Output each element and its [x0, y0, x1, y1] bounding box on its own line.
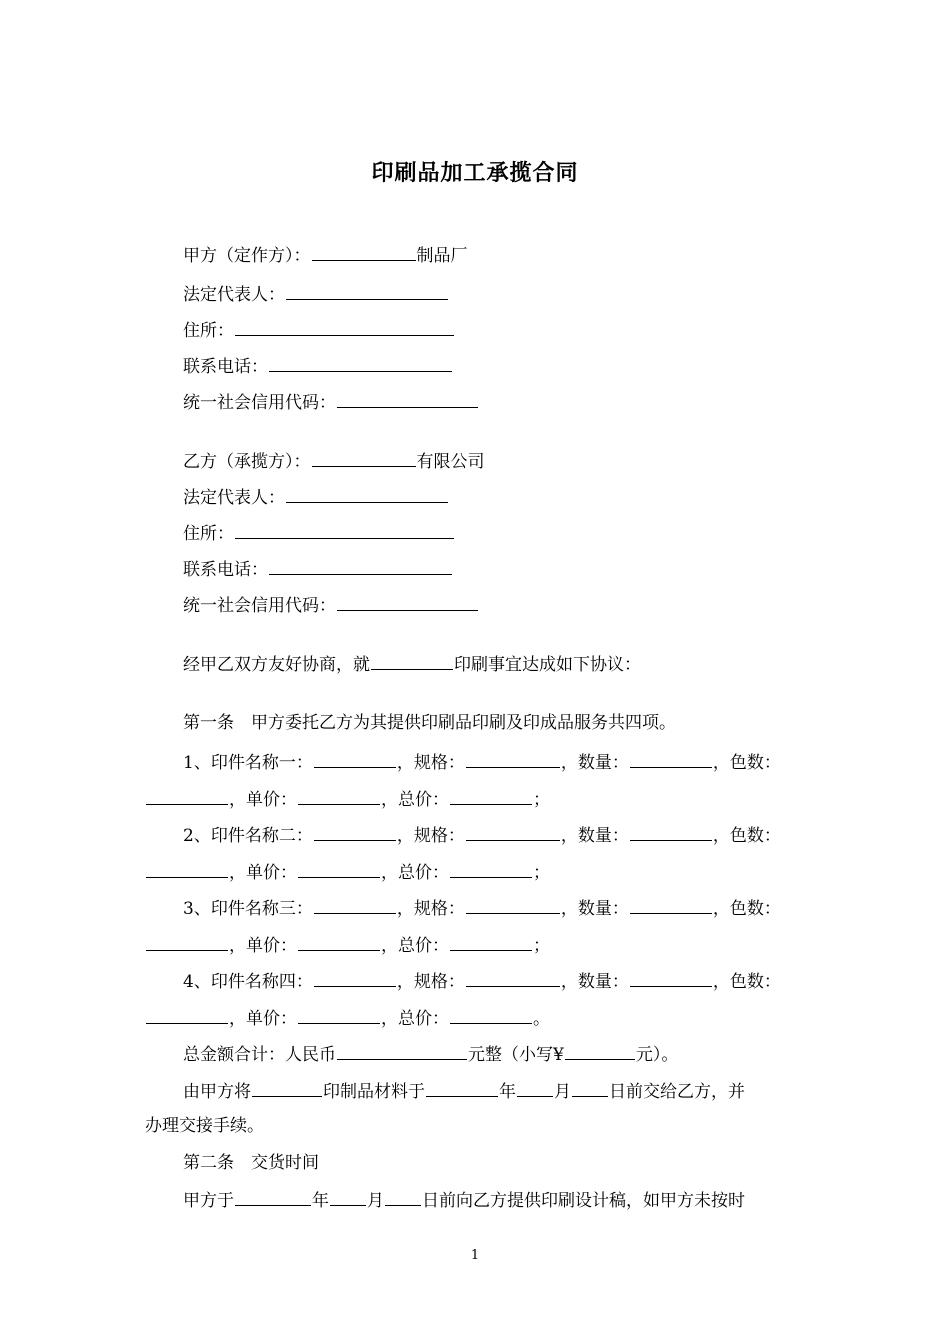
material-line-2: 办理交接手续。 — [145, 1116, 264, 1136]
item-1-spec-blank[interactable] — [466, 750, 560, 768]
material-name-blank[interactable] — [252, 1079, 322, 1097]
party-b-address: 住所： — [183, 521, 455, 545]
total-amount-words-blank[interactable] — [337, 1042, 467, 1060]
item-2-name-blank[interactable] — [314, 823, 396, 841]
party-b-credit-code-blank[interactable] — [337, 593, 478, 611]
item-3-colors-blank[interactable] — [146, 933, 228, 951]
item-2-colors-blank[interactable] — [146, 860, 228, 878]
party-a-line: 甲方（定作方）： 制品厂 — [183, 243, 468, 267]
item-4-colors-blank[interactable] — [146, 1006, 228, 1024]
item-1-line-2: ，单价： ，总价： ； — [145, 787, 550, 811]
item-4-line-1: 4、印件名称四： ，规格： ，数量： ，色数： — [183, 969, 781, 993]
material-day-blank[interactable] — [572, 1079, 608, 1097]
party-a-address-blank[interactable] — [235, 318, 454, 336]
item-2-unit-price-blank[interactable] — [298, 860, 380, 878]
party-a-phone: 联系电话： — [183, 354, 453, 378]
design-year-blank[interactable] — [235, 1188, 311, 1206]
party-b-address-blank[interactable] — [235, 521, 454, 539]
item-3-total-blank[interactable] — [450, 933, 532, 951]
article-2-heading: 第二条 交货时间 — [183, 1153, 319, 1173]
material-year-blank[interactable] — [426, 1079, 498, 1097]
party-a-credit-code-blank[interactable] — [337, 390, 478, 408]
article-1-heading: 第一条 甲方委托乙方为其提供印刷品印刷及印成品服务共四项。 — [183, 713, 676, 733]
item-1-line-1: 1、印件名称一： ，规格： ，数量： ，色数： — [183, 750, 781, 774]
party-a-legal-rep-blank[interactable] — [286, 282, 448, 300]
item-4-unit-price-blank[interactable] — [298, 1006, 380, 1024]
design-month-blank[interactable] — [330, 1188, 366, 1206]
item-1-unit-price-blank[interactable] — [298, 787, 380, 805]
item-2-spec-blank[interactable] — [466, 823, 560, 841]
party-b-legal-rep-blank[interactable] — [286, 485, 448, 503]
item-3-line-1: 3、印件名称三： ，规格： ，数量： ，色数： — [183, 896, 781, 920]
intro-subject-blank[interactable] — [371, 652, 453, 670]
article-2-line-1: 甲方于 年 月 日前向乙方提供印刷设计稿，如甲方未按时 — [183, 1188, 745, 1212]
party-a-legal-rep: 法定代表人： — [183, 282, 449, 306]
party-b-phone: 联系电话： — [183, 557, 453, 581]
item-4-spec-blank[interactable] — [466, 969, 560, 987]
party-a-credit-code: 统一社会信用代码： — [183, 390, 479, 414]
item-4-name-blank[interactable] — [314, 969, 396, 987]
item-1-qty-blank[interactable] — [630, 750, 712, 768]
material-line-1: 由甲方将 印制品材料于 年 月 日前交给乙方，并 — [183, 1079, 745, 1103]
party-a-phone-blank[interactable] — [269, 354, 452, 372]
item-3-qty-blank[interactable] — [630, 896, 712, 914]
item-3-name-blank[interactable] — [314, 896, 396, 914]
item-3-line-2: ，单价： ，总价： ； — [145, 933, 550, 957]
item-2-line-1: 2、印件名称二： ，规格： ，数量： ，色数： — [183, 823, 781, 847]
total-amount-line: 总金额合计：人民币 元整（小写¥ 元）。 — [183, 1042, 678, 1066]
item-4-qty-blank[interactable] — [630, 969, 712, 987]
party-b-line: 乙方（承揽方）： 有限公司 — [183, 449, 485, 473]
page-number: 1 — [470, 1248, 480, 1263]
item-3-unit-price-blank[interactable] — [298, 933, 380, 951]
item-4-total-blank[interactable] — [450, 1006, 532, 1024]
item-3-spec-blank[interactable] — [466, 896, 560, 914]
design-day-blank[interactable] — [385, 1188, 421, 1206]
party-a-address: 住所： — [183, 318, 455, 342]
intro-paragraph: 经甲乙双方友好协商，就 印刷事宜达成如下协议： — [183, 652, 641, 676]
item-2-qty-blank[interactable] — [630, 823, 712, 841]
item-2-line-2: ，单价： ，总价： ； — [145, 860, 550, 884]
item-1-colors-blank[interactable] — [146, 787, 228, 805]
party-b-phone-blank[interactable] — [269, 557, 452, 575]
item-1-total-blank[interactable] — [450, 787, 532, 805]
item-2-total-blank[interactable] — [450, 860, 532, 878]
party-a-name-blank[interactable] — [312, 243, 416, 261]
party-b-legal-rep: 法定代表人： — [183, 485, 449, 509]
party-b-name-blank[interactable] — [312, 449, 416, 467]
item-1-name-blank[interactable] — [314, 750, 396, 768]
material-month-blank[interactable] — [517, 1079, 553, 1097]
party-b-credit-code: 统一社会信用代码： — [183, 593, 479, 617]
total-amount-digits-blank[interactable] — [565, 1042, 635, 1060]
item-4-line-2: ，单价： ，总价： 。 — [145, 1006, 550, 1030]
document-title: 印刷品加工承揽合同 — [371, 160, 579, 186]
